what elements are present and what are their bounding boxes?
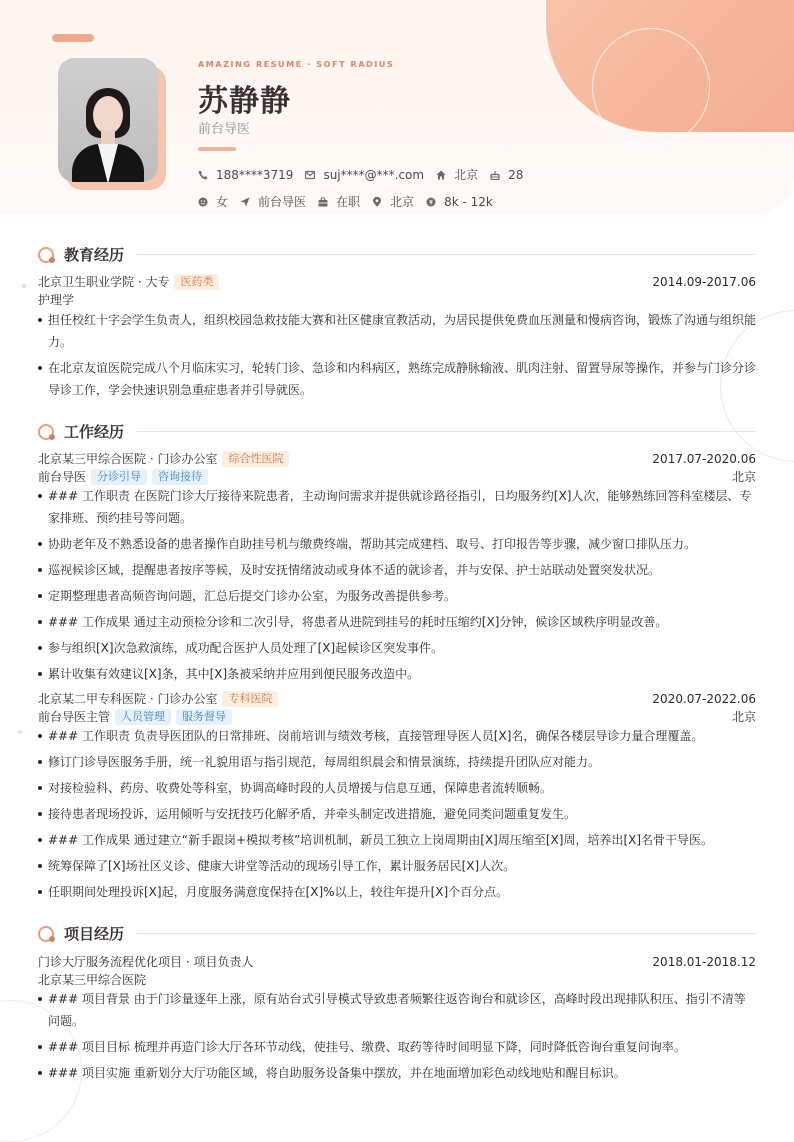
contact-city [436, 166, 478, 183]
detail-location [372, 193, 414, 210]
job-role: 前台导医 [38, 470, 87, 484]
job-org-tag: 专科医院 [222, 691, 278, 707]
job-period: 2017.07-2020.06 [652, 451, 756, 466]
project-bullets [38, 988, 756, 1088]
job-city: 北京 [731, 710, 756, 724]
avatar [58, 58, 158, 182]
list-item: 任职期间处理投诉[X]起，月度服务满意度保持在[X]%以上，较往年提升[X]个百分点。 [38, 881, 756, 903]
education-period: 2014.09-2017.06 [652, 274, 756, 289]
list-item: ### 项目背景 由于门诊量逐年上涨，原有站台式引导模式导致患者频繁往返咨询台和就诊区，高峰时段出现排队积压、指引不清等问题。 [38, 988, 756, 1032]
list-item: 累计收集有效建议[X]条，其中[X]条被采纳并应用到便民服务改造中。 [38, 663, 756, 685]
decorative-dot [22, 284, 26, 288]
section-projects-heading [38, 923, 756, 944]
job-bullets [38, 485, 756, 689]
mail-icon [305, 170, 315, 180]
list-item: ### 工作成果 通过建立“新手跟岗+模拟考核”培训机制，新员工独立上岗周期由[X]周压缩至[X]周，培养出[X]名骨干导医。 [38, 829, 756, 851]
candidate-name: 苏静静 [198, 84, 291, 119]
contact-row [198, 166, 535, 183]
target-role-text: 前台导医 [258, 195, 307, 209]
section-search-icon [38, 423, 56, 441]
section-divider [136, 933, 756, 934]
home-icon [436, 170, 446, 180]
section-search-icon [38, 246, 56, 264]
project-org: 北京某三甲综合医院 [38, 973, 147, 987]
detail-status [318, 193, 360, 210]
list-item: 在北京友谊医院完成八个月临床实习，轮转门诊、急诊和内科病区，熟练完成静脉输液、肌肉注射、留置导尿等操作，并参与门诊分诊导诊工作，学会快速识别急重症患者并引导就医。 [38, 357, 756, 401]
phone-icon [198, 170, 208, 180]
list-item: ### 工作职责 在医院门诊大厅接待来院患者，主动询问需求并提供就诊路径指引，日均服务约[X]人次，能够熟练回答科室楼层、专家排班、预约挂号等问题。 [38, 485, 756, 529]
detail-gender [198, 193, 228, 210]
contact-age [490, 168, 523, 182]
cake-icon [490, 170, 500, 180]
job-role-row [38, 708, 756, 725]
detail-target-role [240, 193, 306, 210]
list-item: ### 工作职责 负责导医团队的日常排班、岗前培训与绩效考核，直接管理导医人员[X]名，确保各楼层导诊力量合理覆盖。 [38, 725, 756, 747]
job-role: 前台导医主管 [38, 710, 111, 724]
detail-salary [426, 195, 493, 209]
section-education-heading [38, 244, 756, 265]
job-org: 北京某三甲综合医院 · 门诊办公室 [38, 452, 218, 466]
job-skill-tag: 分诊引导 [91, 469, 147, 485]
phone-text: 188****3719 [216, 167, 294, 182]
list-item: 巡视候诊区域，提醒患者按序等候，及时安抚情绪波动或身体不适的就诊者，并与安保、护士站联动处置突发状况。 [38, 559, 756, 581]
section-search-icon [38, 925, 56, 943]
age-text: 28 [508, 167, 524, 182]
job-period: 2020.07-2022.06 [652, 691, 756, 706]
job-role-row [38, 468, 756, 485]
salary-icon [426, 197, 436, 207]
list-item: ### 工作成果 通过主动预检分诊和二次引导，将患者从进院到挂号的耗时压缩约[X]分钟，候诊区域秩序明显改善。 [38, 611, 756, 633]
education-school-row [38, 273, 756, 290]
email-text: suj****@***.com [323, 167, 425, 182]
list-item: 接待患者现场投诉，运用倾听与安抚技巧化解矛盾，并牵头制定改进措施，避免同类问题重复发生。 [38, 803, 756, 825]
list-item: ### 项目实施 重新划分大厅功能区域，将自助服务设备集中摆放，并在地面增加彩色动线地贴和醒目标识。 [38, 1062, 756, 1084]
list-item: 参与组织[X]次急救演练，成功配合医护人员处理了[X]起候诊区突发事件。 [38, 637, 756, 659]
contact-email [305, 168, 424, 182]
job-city: 北京 [731, 470, 756, 484]
list-item: ### 项目目标 梳理并再造门诊大厅各环节动线，使挂号、缴费、取药等待时间明显下降，同时降低咨询台重复问询率。 [38, 1036, 756, 1058]
list-item: 担任校红十字会学生负责人，组织校园急救技能大赛和社区健康宣教活动，为居民提供免费血压测量和慢病咨询，锻炼了沟通与组织能力。 [38, 309, 756, 353]
project-org-row [38, 971, 756, 988]
education-major-row [38, 291, 756, 308]
decorative-bar [52, 34, 94, 42]
location-text: 北京 [390, 195, 415, 209]
job-bullets [38, 725, 756, 907]
resume-tagline: AMAZING RESUME · SOFT RADIUS [198, 60, 395, 69]
list-item: 修订门诊导医服务手册，统一礼貌用语与指引规范，每周组织晨会和情景演练，持续提升团队应对能力。 [38, 751, 756, 773]
job-org-tag: 综合性医院 [222, 451, 289, 467]
decorative-dot [18, 730, 22, 734]
gender-text: 女 [216, 195, 229, 209]
profile-photo [58, 58, 158, 182]
job-org-row [38, 450, 756, 467]
list-item: 对接检验科、药房、收费处等科室，协调高峰时段的人员增援与信息互通，保障患者流转顺畅。 [38, 777, 756, 799]
project-name-row [38, 953, 756, 970]
job-title: 前台导医 [198, 122, 251, 137]
send-icon [240, 197, 250, 207]
education-bullets [38, 309, 756, 405]
contact-phone [198, 168, 293, 182]
list-item: 定期整理患者高频咨询问题，汇总后提交门诊办公室，为服务改善提供参考。 [38, 585, 756, 607]
major-name: 护理学 [38, 293, 75, 307]
list-item: 协助老年及不熟悉设备的患者操作自助挂号机与缴费终端，帮助其完成建档、取号、打印报告等步骤，减少窗口排队压力。 [38, 533, 756, 555]
section-title: 工作经历 [64, 423, 125, 441]
salary-text: 8k - 12k [444, 194, 493, 209]
section-divider [136, 431, 756, 432]
job-skill-tag: 人员管理 [115, 709, 171, 725]
section-title: 项目经历 [64, 925, 125, 943]
decorative-ring [592, 28, 710, 146]
briefcase-icon [318, 197, 328, 207]
city-text: 北京 [454, 168, 479, 182]
school-name: 北京卫生职业学院 · 大专 [38, 275, 170, 289]
gender-icon [198, 197, 208, 207]
project-name: 门诊大厅服务流程优化项目 · 项目负责人 [38, 955, 254, 969]
job-skill-tag: 咨询接待 [152, 469, 208, 485]
status-text: 在职 [336, 195, 361, 209]
section-divider [136, 254, 756, 255]
details-row [198, 193, 505, 210]
job-org: 北京某二甲专科医院 · 门诊办公室 [38, 692, 218, 706]
location-icon [372, 197, 382, 207]
job-skill-tag: 服务督导 [176, 709, 232, 725]
section-title: 教育经历 [64, 246, 125, 264]
job-org-row [38, 690, 756, 707]
section-work-heading [38, 421, 756, 442]
project-period: 2018.01-2018.12 [652, 954, 756, 969]
title-underline [198, 147, 236, 151]
school-tag: 医药类 [174, 274, 219, 290]
list-item: 统筹保障了[X]场社区义诊、健康大讲堂等活动的现场引导工作，累计服务居民[X]人次。 [38, 855, 756, 877]
